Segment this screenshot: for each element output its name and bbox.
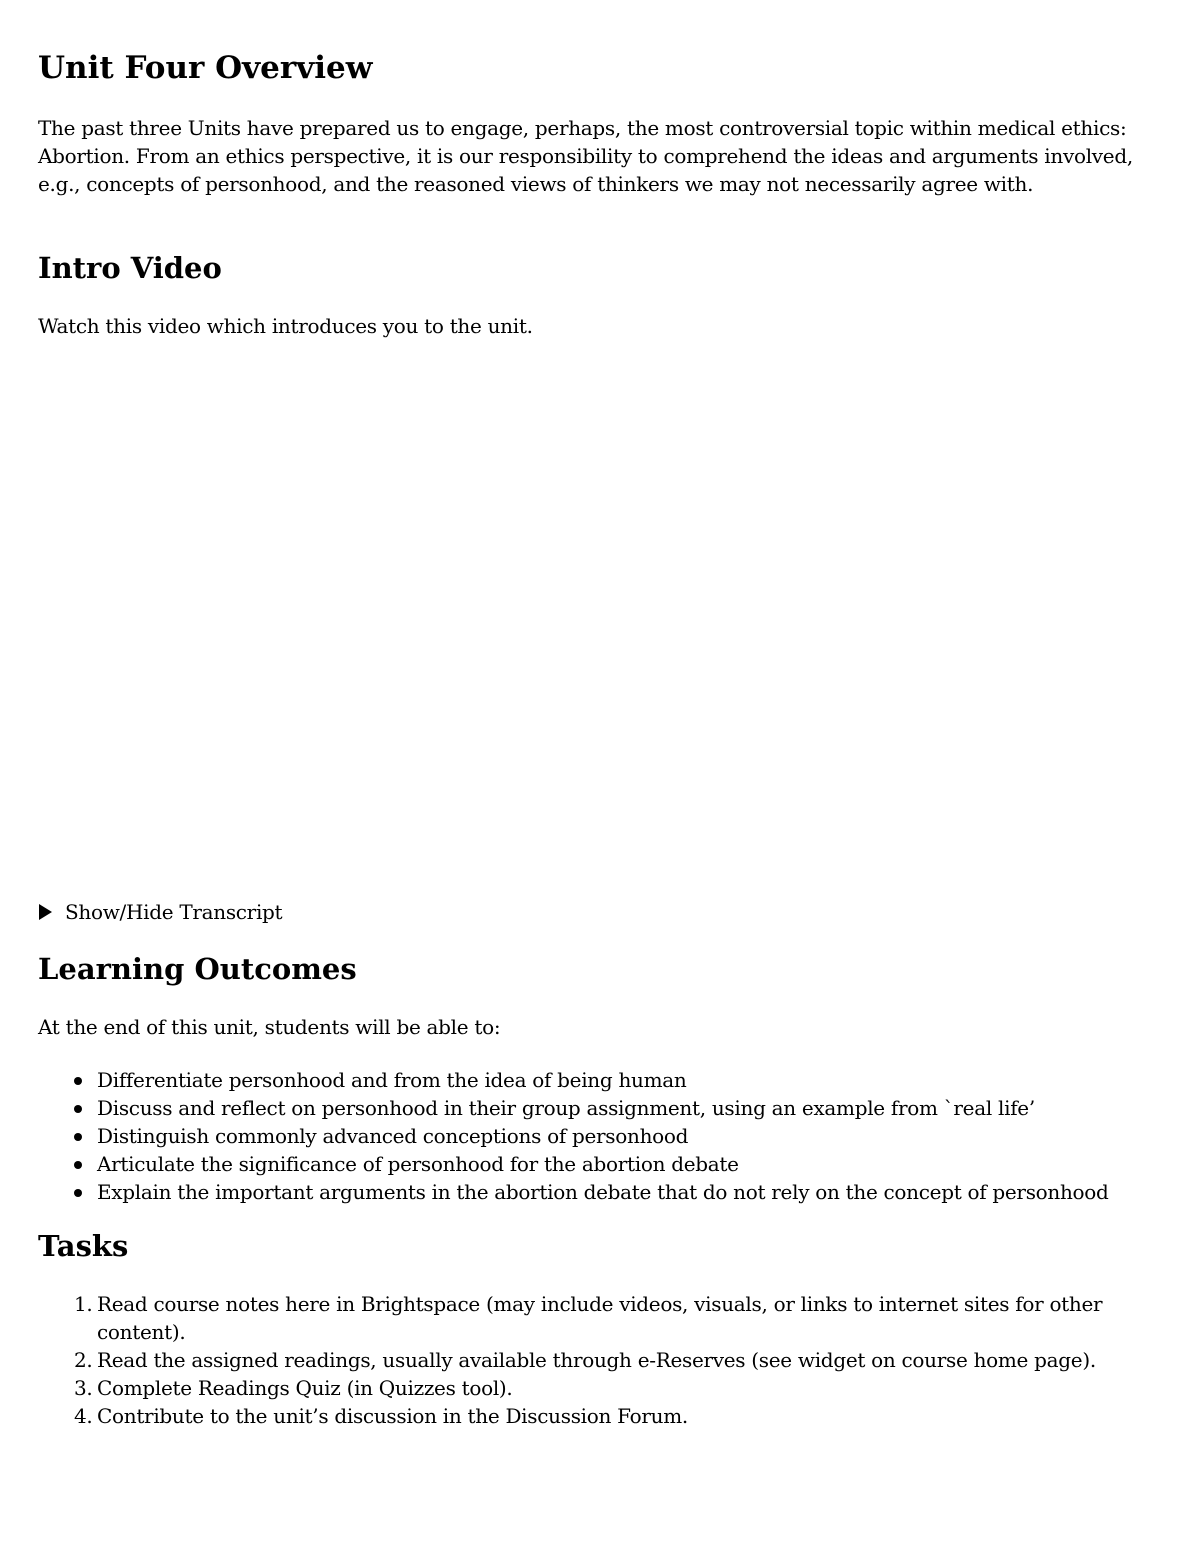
task-text: Complete Readings Quiz (in Quizzes tool). [97, 1376, 513, 1400]
list-number: 4. [74, 1404, 93, 1428]
intro-paragraph: The past three Units have prepared us to engage, perhaps, the most controversial topic within medical ethics: Abortion. From an ethics perspective, it is our responsibility to comprehend the ideas and arguments involved, e.g., concepts of personhood, and the reasoned views of thinkers we may not necessarily agree with. [38, 116, 1133, 196]
intro-video-heading: Intro Video [38, 251, 222, 285]
list-number: 1. [74, 1292, 93, 1316]
outcomes-intro: At the end of this unit, students will be able to: [38, 1015, 501, 1039]
list-item: Discuss and reflect on personhood in their group assignment, using an example from `real life’ [97, 1094, 1200, 1122]
tasks-heading: Tasks [38, 1229, 129, 1263]
list-item: Articulate the significance of personhood for the abortion debate [97, 1150, 1200, 1178]
list-item [74, 1290, 1177, 1346]
transcript-toggle-label: Show/Hide Transcript [65, 900, 283, 924]
page-title: Unit Four Overview [38, 50, 373, 86]
list-number: 3. [74, 1376, 93, 1400]
list-item: Distinguish commonly advanced conceptions of personhood [97, 1122, 1200, 1150]
list-item [74, 1346, 1177, 1374]
learning-outcomes-heading: Learning Outcomes [38, 952, 357, 986]
task-text: Read course notes here in Brightspace (may include videos, visuals, or links to internet sites for other content). [97, 1292, 1103, 1344]
transcript-toggle[interactable] [38, 898, 282, 926]
outcomes-list [38, 1066, 1200, 1206]
list-number: 2. [74, 1348, 93, 1372]
video-description: Watch this video which introduces you to the unit. [38, 314, 533, 338]
list-item: Explain the important arguments in the abortion debate that do not rely on the concept of personhood [97, 1178, 1200, 1206]
list-item [74, 1374, 1177, 1402]
list-item [74, 1402, 1177, 1430]
task-text: Read the assigned readings, usually available through e-Reserves (see widget on course home page). [97, 1348, 1096, 1372]
tasks-list [38, 1290, 1177, 1430]
list-item: Differentiate personhood and from the idea of being human [97, 1066, 1200, 1094]
triangle-right-icon [39, 904, 52, 920]
video-embed[interactable] [38, 352, 838, 872]
task-text: Contribute to the unit’s discussion in the Discussion Forum. [97, 1404, 688, 1428]
